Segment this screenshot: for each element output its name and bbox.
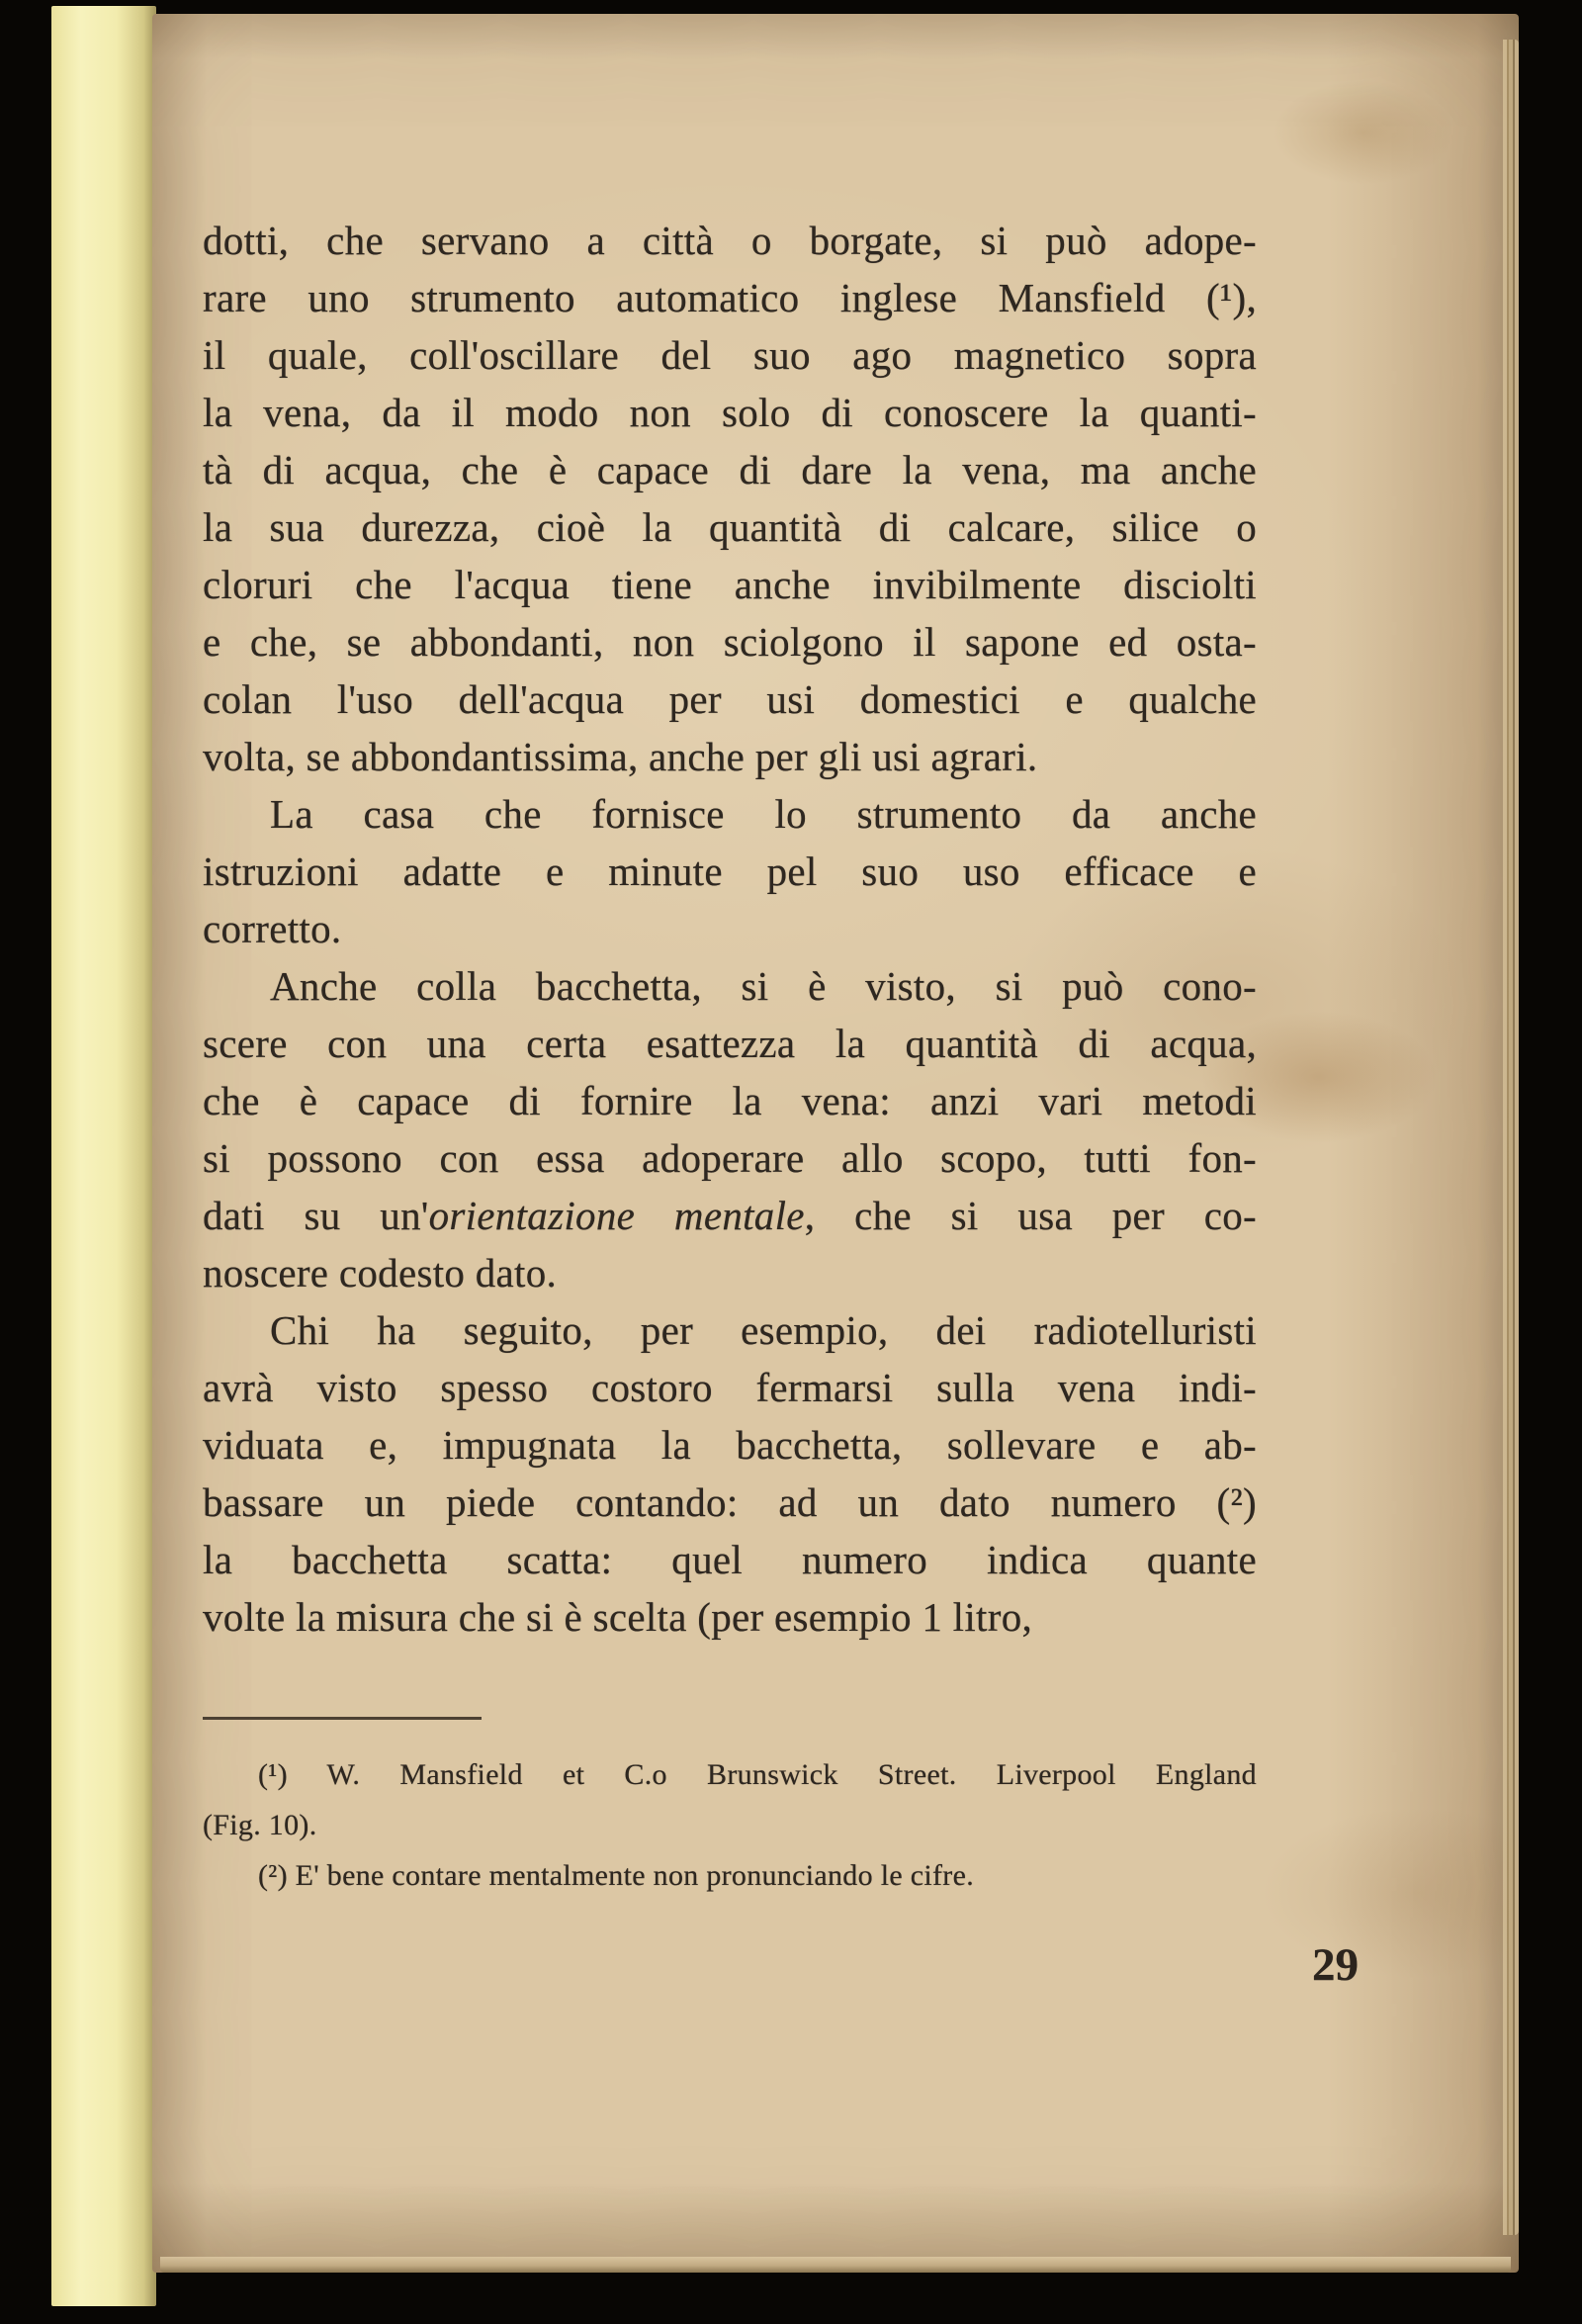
text-line: volta, se abbondantissima, anche per gli usi agrari. bbox=[203, 734, 1038, 779]
page-stack-edge-right bbox=[1503, 40, 1519, 2235]
text-line: che è capace di fornire la vena: anzi vari metodi bbox=[203, 1078, 1257, 1123]
text-line: viduata e, impugnata la bacchetta, sollevare e ab- bbox=[203, 1422, 1257, 1468]
facing-page-edge bbox=[51, 6, 156, 2306]
text-line: Anche colla bacchetta, si è visto, si può cono- bbox=[270, 963, 1257, 1009]
text-line: dati su un'orientazione mentale, che si usa per co- bbox=[203, 1193, 1257, 1238]
paragraph bbox=[203, 212, 1257, 785]
paragraph bbox=[203, 957, 1257, 1301]
text-line: si possono con essa adoperare allo scopo, tutti fon- bbox=[203, 1135, 1257, 1181]
footnote-rule bbox=[203, 1717, 482, 1720]
paragraph bbox=[203, 1749, 1257, 1850]
text-line: rare uno strumento automatico inglese Mansfield (¹), bbox=[203, 275, 1257, 320]
paragraph bbox=[203, 1850, 1257, 1901]
text-line: e che, se abbondanti, non sciolgono il sapone ed osta- bbox=[203, 619, 1257, 665]
text-line: il quale, coll'oscillare del suo ago magnetico sopra bbox=[203, 332, 1257, 378]
text-line: istruzioni adatte e minute pel suo uso efficace e bbox=[203, 849, 1257, 894]
text-line: (¹) W. Mansfield et C.o Brunswick Street. Liverpool England bbox=[258, 1758, 1257, 1791]
footnotes bbox=[203, 1749, 1257, 1901]
page-stack-edge-bottom bbox=[160, 2257, 1511, 2273]
text-line: (Fig. 10). bbox=[203, 1809, 317, 1841]
text-line: (²) E' bene contare mentalmente non pronunciando le cifre. bbox=[258, 1859, 974, 1892]
text-line: avrà visto spesso costoro fermarsi sulla vena indi- bbox=[203, 1365, 1257, 1410]
text-line: corretto. bbox=[203, 906, 342, 951]
text-line: la vena, da il modo non solo di conoscere la quanti- bbox=[203, 390, 1257, 435]
text-line: tà di acqua, che è capace di dare la vena, ma anche bbox=[203, 447, 1257, 492]
text-block bbox=[203, 212, 1257, 1901]
text-line: volte la misura che si è scelta (per esempio 1 litro, bbox=[203, 1594, 1033, 1640]
text-line: la bacchetta scatta: quel numero indica quante bbox=[203, 1537, 1257, 1582]
book-page bbox=[152, 14, 1519, 2273]
text-line: bassare un piede contando: ad un dato numero (²) bbox=[203, 1479, 1257, 1525]
text-line: Chi ha seguito, per esempio, dei radiotelluristi bbox=[270, 1307, 1257, 1353]
text-line: dotti, che servano a città o borgate, si può adope- bbox=[203, 218, 1257, 263]
body-text bbox=[203, 212, 1257, 1646]
page-number: 29 bbox=[1312, 1939, 1359, 1991]
text-line: colan l'uso dell'acqua per usi domestici e qualche bbox=[203, 676, 1257, 722]
paragraph bbox=[203, 1301, 1257, 1646]
text-line: la sua durezza, cioè la quantità di calcare, silice o bbox=[203, 504, 1257, 550]
text-line: scere con una certa esattezza la quantità di acqua, bbox=[203, 1021, 1257, 1066]
paragraph bbox=[203, 785, 1257, 957]
text-line: noscere codesto dato. bbox=[203, 1250, 558, 1296]
text-line: cloruri che l'acqua tiene anche invibilmente disciolti bbox=[203, 562, 1257, 607]
text-line: La casa che fornisce lo strumento da anche bbox=[270, 791, 1257, 837]
